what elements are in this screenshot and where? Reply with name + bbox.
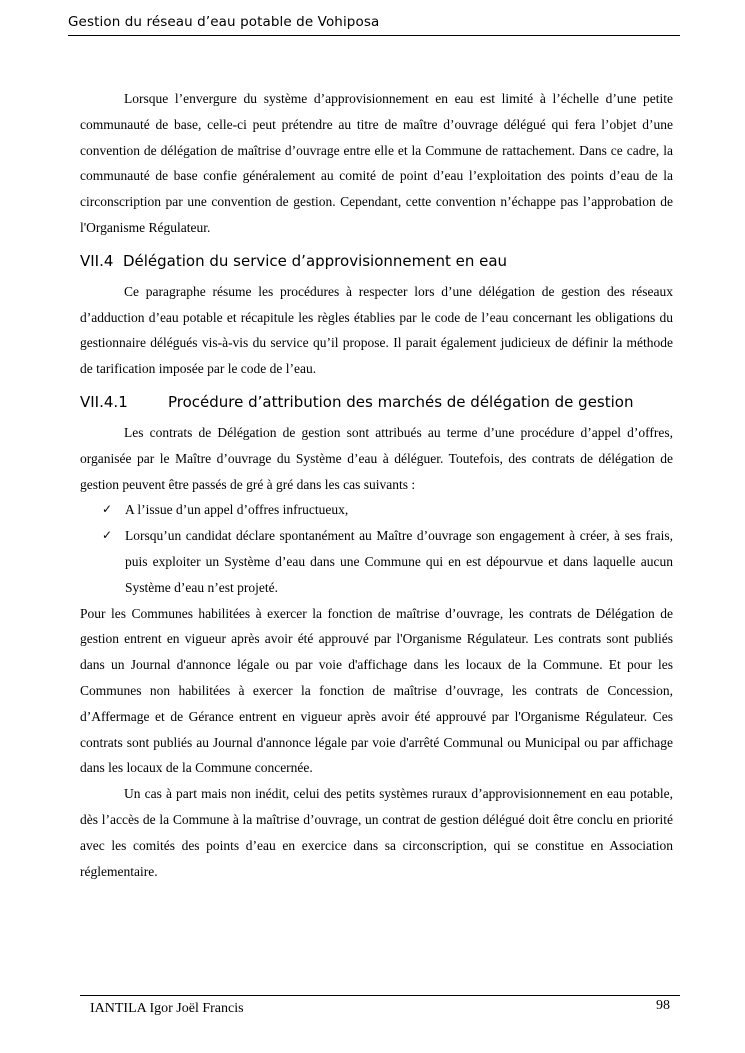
section-heading-vii4: [80, 251, 673, 271]
checkmark-icon: ✓: [102, 528, 113, 543]
list-item-text: Lorsqu’un candidat déclare spontanément au Maître d’ouvrage son engagement à créer, à ses frais, puis exploiter un Système d’eau dans une Commune qui en est dépourvue et dans laquelle aucun Système d’eau n’est projeté.: [125, 528, 673, 595]
running-header: Gestion du réseau d’eau potable de Vohiposa: [68, 14, 680, 36]
section-title: Délégation du service d’approvisionnement en eau: [122, 251, 508, 270]
paragraph-section-summary: Ce paragraphe résume les procédures à respecter lors d’une délégation de gestion des réseaux d’adduction d’eau potable et récapitule les règles établies par le code de l’eau concernant les obligations du gestionnaire délégués vis-à-vis du service qu’il propose. Il parait également judicieux de définir la méthode de tarification imposée par le code de l’eau.: [80, 283, 673, 377]
footer-author: IANTILA Igor Joël Francis: [90, 1001, 244, 1016]
subsection-number: VII.4.1: [80, 392, 128, 411]
section-number: VII.4: [80, 251, 114, 270]
subsection-heading-vii41: [80, 392, 673, 412]
page-number: 98: [656, 998, 670, 1013]
checkmark-icon: ✓: [102, 502, 113, 517]
paragraph-rural-systems: Un cas à part mais non inédit, celui des petits systèmes ruraux d’approvisionnement en eau potable, dès l’accès de la Commune à la maîtrise d’ouvrage, un contrat de gestion délégué doit être conclu en priorité avec les comités des points d’eau en exercice dans sa circonscription, qui se constitue en Association réglementaire.: [80, 786, 673, 879]
subsection-title: Procédure d’attribution des marchés de délégation de gestion: [168, 392, 634, 411]
paragraph-procurement-intro: Les contrats de Délégation de gestion sont attribués au terme d’une procédure d’appel d’offres, organisée par le Maître d’ouvrage du Système d’eau à déléguer. Toutefois, des contrats de délégation de gestion peuvent être passés de gré à gré dans les cas suivants :: [80, 424, 673, 492]
list-item: [80, 523, 673, 600]
paragraph-community-delegation: Lorsque l’envergure du système d’approvisionnement en eau est limité à l’échelle d’une petite communauté de base, celle-ci peut prétendre au titre de maître d’ouvrage délégué qui fera l’objet d’une convention de délégation de maîtrise d’ouvrage entre elle et la Commune de rattachement. Dans ce cadre, la communauté de base confie généralement au comité de point d’eau l’exploitation des points d’eau de la circonscription par une convention de gestion. Cependant, cette convention n’échappe pas l’approbation de l'Organisme Régulateur.: [80, 91, 673, 235]
page-body: [80, 86, 673, 884]
exceptions-list: [80, 497, 673, 600]
paragraph-contract-approval: Pour les Communes habilitées à exercer la fonction de maîtrise d’ouvrage, les contrats de Délégation de gestion entrent en vigueur après avoir été approuvé par l'Organisme Régulateur. Les contrats sont publiés dans un Journal d'annonce légale ou par voie d'affichage dans les locaux de la Commune. Et pour les Communes non habilitées à exercer la fonction de maîtrise d’ouvrage, les contrats de Concession, d’Affermage et de Gérance entrent en vigueur après avoir été approuvé par l'Organisme Régulateur. Ces contrats sont publiés au Journal d'annonce légale par voie d'arrêté Communal ou Municipal ou par affichage dans les locaux de la Commune concernée.: [80, 605, 673, 776]
footer-divider: [80, 995, 680, 996]
list-item: [80, 497, 673, 523]
list-item-text: A l’issue d’un appel d’offres infructueux,: [125, 502, 349, 518]
